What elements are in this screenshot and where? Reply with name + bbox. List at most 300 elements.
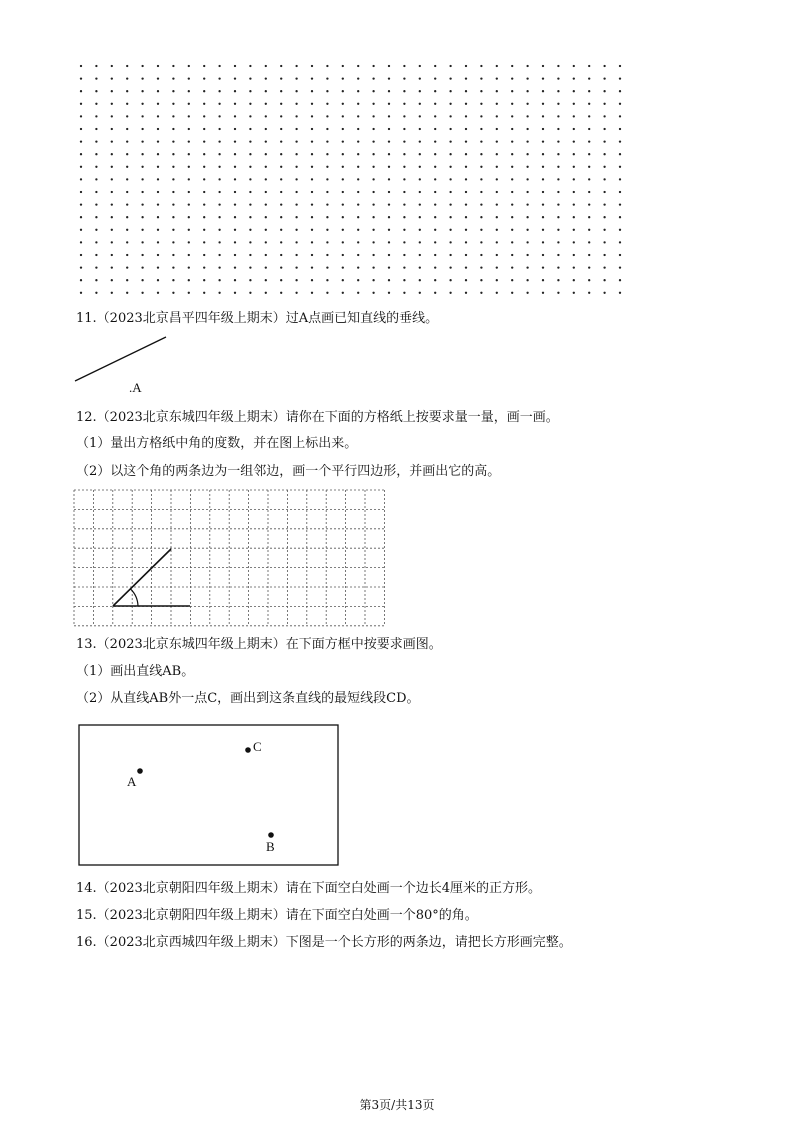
grid-dot [372,191,374,193]
grid-dot [172,153,174,155]
question-11-text: 11.（2023北京昌平四年级上期末）过A点画已知直线的垂线。 [76,311,439,326]
grid-dot [449,140,451,142]
grid-dot [603,178,605,180]
grid-dot [126,216,128,218]
grid-dot [403,216,405,218]
question-13-sub1: （1）画出直线AB。 [76,664,195,679]
grid-dot [95,191,97,193]
grid-dot [280,65,282,67]
grid-dot [496,77,498,79]
grid-dot [526,90,528,92]
grid-dot [480,216,482,218]
grid-dot [619,115,621,117]
grid-dot [80,140,82,142]
grid-dot [403,115,405,117]
grid-dot [496,103,498,105]
grid-dot [388,292,390,294]
grid-dot [480,254,482,256]
grid-dot [249,266,251,268]
grid-dot [172,115,174,117]
grid-dot [480,115,482,117]
grid-dot [449,279,451,281]
grid-dot [111,115,113,117]
grid-dot [403,103,405,105]
grid-dot [141,216,143,218]
grid-dot [265,203,267,205]
grid-dot [311,229,313,231]
grid-dot [80,216,82,218]
grid-dot [234,65,236,67]
grid-dot [449,77,451,79]
grid-dot [172,266,174,268]
grid-dot [557,178,559,180]
grid-dot [480,103,482,105]
q13-box-figure [74,720,344,870]
grid-dot [172,203,174,205]
question-16-text: 16.（2023北京西城四年级上期末）下图是一个长方形的两条边，请把长方形画完整。 [76,935,572,950]
grid-dot [126,140,128,142]
grid-dot [249,216,251,218]
grid-dot [342,254,344,256]
grid-dot [388,140,390,142]
grid-dot [342,203,344,205]
grid-dot [111,191,113,193]
grid-dot [557,203,559,205]
grid-dot [80,128,82,130]
grid-dot [465,279,467,281]
grid-dot [265,166,267,168]
grid-dot [126,254,128,256]
grid-dot [342,115,344,117]
grid-dot [388,203,390,205]
grid-dot [280,128,282,130]
grid-dot [434,266,436,268]
grid-dot [403,241,405,243]
grid-dot [326,254,328,256]
grid-dot [218,216,220,218]
grid-dot [449,254,451,256]
grid-dot [619,103,621,105]
grid-dot [434,115,436,117]
grid-dot [388,166,390,168]
grid-dot [588,128,590,130]
grid-dot [265,241,267,243]
grid-dot [126,65,128,67]
grid-dot [95,229,97,231]
grid-dot [203,166,205,168]
grid-dot [603,254,605,256]
grid-dot [357,279,359,281]
grid-dot [619,128,621,130]
grid-dot [526,216,528,218]
grid-dot [557,65,559,67]
grid-dot [496,115,498,117]
grid-dot [619,140,621,142]
grid-dot [511,115,513,117]
grid-dot [111,292,113,294]
grid-dot [603,279,605,281]
grid-dot [573,254,575,256]
grid-dot [172,90,174,92]
grid-dot [326,115,328,117]
grid-dot [342,216,344,218]
grid-dot [234,178,236,180]
grid-dot [372,103,374,105]
grid-dot [111,254,113,256]
grid-dot [542,90,544,92]
grid-dot [419,178,421,180]
grid-dot [619,266,621,268]
grid-dot [511,128,513,130]
grid-dot [434,191,436,193]
grid-dot [449,90,451,92]
grid-dot [157,266,159,268]
grid-dot [234,140,236,142]
grid-dot [342,166,344,168]
grid-dot [557,292,559,294]
grid-dot [588,65,590,67]
grid-dot [511,191,513,193]
grid-dot [326,140,328,142]
grid-dot [172,191,174,193]
grid-dot [295,292,297,294]
grid-dot [357,178,359,180]
grid-dot [480,292,482,294]
grid-dot [126,178,128,180]
grid-dot [265,103,267,105]
grid-dot [449,266,451,268]
grid-dot [357,140,359,142]
grid-dot [449,166,451,168]
grid-dot [249,292,251,294]
grid-dot [388,77,390,79]
grid-dot [95,115,97,117]
grid-dot [480,266,482,268]
point-a [137,768,143,774]
grid-dot [311,266,313,268]
grid-dot [311,166,313,168]
grid-dot [295,77,297,79]
grid-dot [95,279,97,281]
grid-dot [357,153,359,155]
grid-dot [188,90,190,92]
grid-dot [465,128,467,130]
grid-dot [280,90,282,92]
grid-dot [603,266,605,268]
grid-dot [434,77,436,79]
grid-dot [419,103,421,105]
grid-dot [542,178,544,180]
grid-dot [511,90,513,92]
grid-dot [573,241,575,243]
grid-dot [465,266,467,268]
grid-dot [234,292,236,294]
question-12-sub2: （2）以这个角的两条边为一组邻边，画一个平行四边形，并画出它的高。 [76,464,501,479]
grid-dot [203,140,205,142]
grid-dot [372,77,374,79]
grid-dot [480,128,482,130]
grid-dot [588,279,590,281]
grid-dot [141,153,143,155]
grid-dot [80,191,82,193]
grid-dot [388,115,390,117]
grid-dot [465,103,467,105]
grid-dot [311,77,313,79]
grid-dot [111,203,113,205]
grid-dot [126,166,128,168]
grid-dot [203,90,205,92]
grid-dot [372,166,374,168]
grid-dot [511,178,513,180]
grid-dot [388,216,390,218]
grid-dot [95,266,97,268]
grid-dot [465,254,467,256]
grid-dot [218,153,220,155]
square-grid-paper [74,490,394,630]
grid-dot [526,178,528,180]
drawing-box [79,725,338,865]
grid-dot [603,203,605,205]
grid-dot [557,77,559,79]
grid-dot [218,140,220,142]
grid-dot [496,266,498,268]
grid-dot [280,216,282,218]
grid-dot [588,103,590,105]
grid-dot [619,216,621,218]
grid-dot [419,292,421,294]
grid-dot [403,90,405,92]
grid-dot [234,90,236,92]
grid-dot [388,229,390,231]
grid-dot [573,90,575,92]
grid-dot [280,115,282,117]
grid-dot [265,254,267,256]
grid-dot [357,191,359,193]
grid-dot [111,103,113,105]
grid-dot [295,166,297,168]
grid-dot [403,229,405,231]
grid-dot [419,90,421,92]
grid-dot [265,77,267,79]
grid-dot [126,77,128,79]
grid-dot [265,140,267,142]
grid-dot [557,103,559,105]
grid-dot [80,254,82,256]
grid-dot [388,103,390,105]
grid-dot [619,166,621,168]
grid-dot [557,153,559,155]
grid-dot [526,128,528,130]
grid-dot [203,153,205,155]
grid-dot [480,140,482,142]
grid-dot [326,77,328,79]
grid-dot [295,128,297,130]
grid-dot [619,292,621,294]
grid-dot [157,65,159,67]
grid-dot [542,153,544,155]
grid-dot [311,191,313,193]
grid-dot [141,115,143,117]
grid-dot [111,140,113,142]
grid-dot [218,115,220,117]
grid-dot [573,279,575,281]
grid-dot [265,178,267,180]
grid-dot [234,254,236,256]
grid-dot [511,140,513,142]
grid-dot [573,103,575,105]
grid-dot [526,191,528,193]
grid-dot [526,279,528,281]
grid-dot [295,191,297,193]
grid-dot [480,153,482,155]
grid-dot [542,65,544,67]
grid-dot [542,77,544,79]
grid-dot [95,292,97,294]
grid-dot [280,166,282,168]
grid-dot [573,115,575,117]
grid-dot [619,77,621,79]
grid-dot [557,241,559,243]
grid-dot [449,153,451,155]
grid-dot [603,140,605,142]
grid-dot [342,178,344,180]
grid-dot [557,128,559,130]
grid-dot [588,90,590,92]
grid-dot [573,178,575,180]
grid-dot [357,103,359,105]
grid-dot [419,241,421,243]
grid-dot [342,292,344,294]
grid-dot [218,178,220,180]
grid-dot [342,266,344,268]
grid-dot [372,241,374,243]
grid-dot [619,153,621,155]
grid-dot [573,292,575,294]
grid-dot [234,115,236,117]
grid-dot [619,241,621,243]
grid-dot [111,90,113,92]
grid-dot [295,203,297,205]
grid-dot [203,241,205,243]
grid-dot [419,153,421,155]
grid-dot [603,128,605,130]
grid-dot [372,216,374,218]
grid-dot [111,241,113,243]
grid-dot [542,128,544,130]
grid-dot [588,191,590,193]
grid-dot [619,254,621,256]
grid-dot [249,153,251,155]
grid-dot [542,103,544,105]
grid-dot [265,266,267,268]
point-c-letter: C [253,739,262,754]
grid-dot [357,266,359,268]
grid-dot [249,229,251,231]
given-line [75,337,166,381]
grid-dot [449,203,451,205]
grid-dot [357,65,359,67]
grid-dot [603,216,605,218]
grid-dot [172,140,174,142]
grid-dot [188,241,190,243]
grid-dot [588,292,590,294]
grid-dot [557,140,559,142]
grid-dot [172,77,174,79]
grid-dot [265,191,267,193]
grid-dot [603,103,605,105]
grid-dot [295,65,297,67]
grid-dot [249,77,251,79]
grid-dot [234,103,236,105]
grid-dot [449,178,451,180]
grid-dot [557,229,559,231]
grid-dot [280,279,282,281]
grid-dot [588,229,590,231]
grid-dot [326,279,328,281]
grid-dot [526,241,528,243]
grid-dot [95,140,97,142]
grid-dot [126,292,128,294]
grid-dot [573,191,575,193]
grid-dot [280,77,282,79]
question-15-text: 15.（2023北京朝阳四年级上期末）请在下面空白处画一个80°的角。 [76,908,478,923]
grid-dot [188,254,190,256]
grid-dot [326,241,328,243]
grid-dot [80,229,82,231]
grid-dot [157,90,159,92]
grid-dot [511,216,513,218]
grid-dot [265,115,267,117]
grid-dot [80,266,82,268]
grid-dot [141,166,143,168]
grid-dot [234,229,236,231]
grid-dot [465,77,467,79]
grid-dot [419,191,421,193]
point-b [268,832,274,838]
grid-dot [295,216,297,218]
grid-dot [542,203,544,205]
grid-dot [141,229,143,231]
grid-dot [511,292,513,294]
grid-dot [111,216,113,218]
grid-dot [619,229,621,231]
grid-dot [573,140,575,142]
grid-dot [111,65,113,67]
grid-dot [496,254,498,256]
grid-dot [434,178,436,180]
grid-dot [249,191,251,193]
grid-dot [372,229,374,231]
grid-dot [465,115,467,117]
grid-dot [419,266,421,268]
grid-dot [511,77,513,79]
grid-dot [465,90,467,92]
grid-dot [111,166,113,168]
grid-dot [342,65,344,67]
grid-dot [372,203,374,205]
grid-dot [203,191,205,193]
grid-dot [141,292,143,294]
grid-dot [496,178,498,180]
grid-dot [496,140,498,142]
grid-dot [218,191,220,193]
grid-dot [95,241,97,243]
grid-dot [342,153,344,155]
grid-dot [203,229,205,231]
grid-dot [573,216,575,218]
grid-dot [434,254,436,256]
grid-dot [80,65,82,67]
